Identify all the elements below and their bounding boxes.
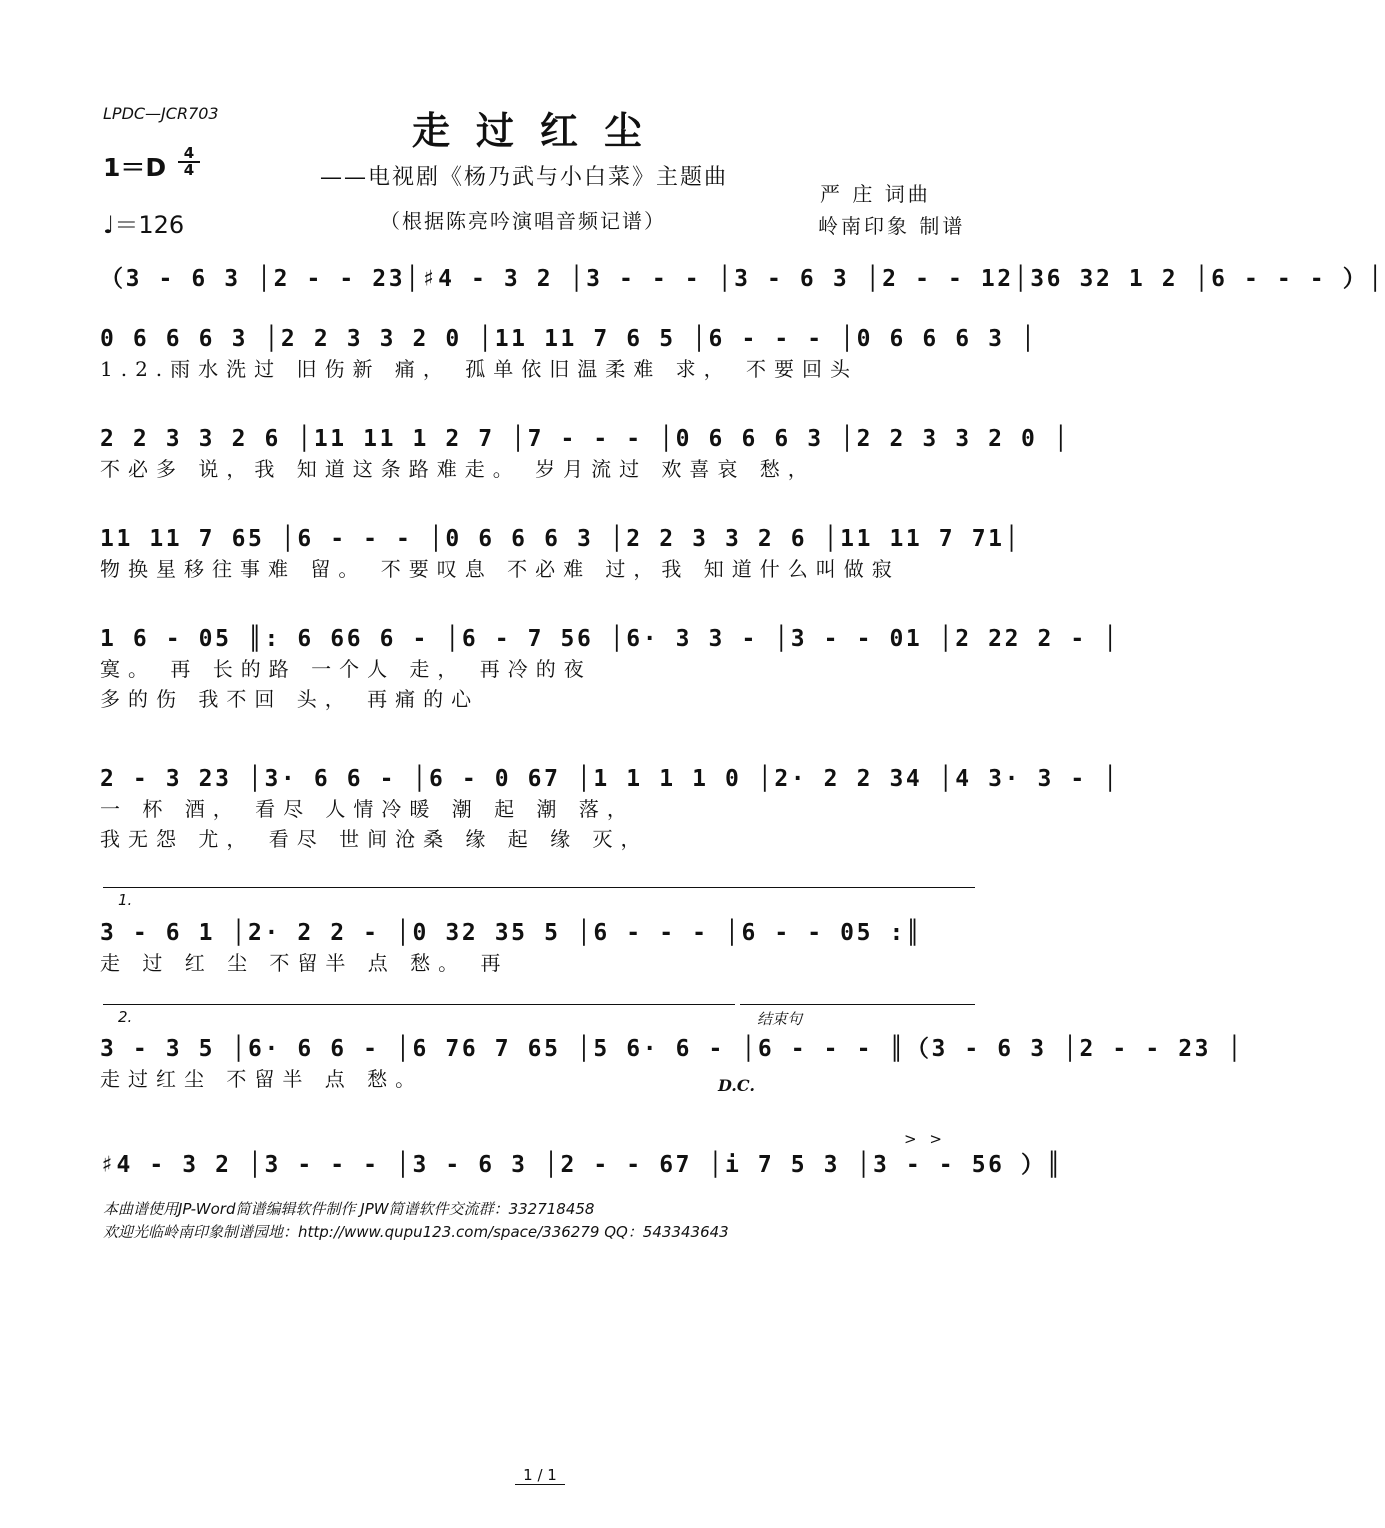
- meter-bottom: 4: [183, 161, 195, 179]
- footer-software-note: 本曲谱使用JP-Word简谱编辑软件制作 JPW简谱软件交流群：332718458: [103, 1200, 595, 1218]
- lyrics-line: 不必多 说，我 知道这条路难走。 岁月流过 欢喜哀 愁，: [100, 457, 816, 481]
- volta-2-bracket: [103, 1004, 735, 1005]
- notation-line: 2 2 3 3 2 6 │11 11 1 2 7 │7 - - - │0 6 6 6 3 │2 2 3 3 2 0 │: [100, 426, 1071, 452]
- meter-top: 4: [178, 146, 200, 163]
- lyrics-line: 走过红尘 不留半 点 愁。: [100, 1067, 424, 1091]
- accent-marks: > >: [904, 1130, 946, 1148]
- lyricist-credit: 严 庄 词曲: [820, 182, 931, 206]
- lyrics-line: 物换星移往事难 留。 不要叹息 不必难 过，我 知道什么叫做寂: [100, 557, 900, 581]
- lyrics-line: 多的伤 我不回 头， 再痛的心: [100, 687, 480, 711]
- notation-line: 11 11 7 65 │6 - - - │0 6 6 6 3 │2 2 3 3 2 6 │11 11 7 71│: [100, 526, 1022, 552]
- notation-line: 2 - 3 23 │3· 6 6 - │6 - 0 67 │1 1 1 1 0 │2· 2 2 34 │4 3· 3 - │: [100, 766, 1120, 792]
- lyrics-line: 走 过 红 尘 不留半 点 愁。 再: [100, 951, 509, 975]
- dc-mark: D.C.: [718, 1076, 755, 1095]
- footer-site-note: 欢迎光临岭南印象制谱园地：http://www.qupu123.com/space/336279 QQ：543343643: [103, 1223, 729, 1241]
- lyrics-line: 1.2.雨水洗过 旧伤新 痛， 孤单依旧温柔难 求， 不要回头: [100, 357, 858, 381]
- staff-line-7: [100, 918, 980, 978]
- notation-line: 0 6 6 6 3 │2 2 3 3 2 0 │11 11 7 6 5 │6 - - - │0 6 6 6 3 │: [100, 326, 1038, 352]
- source-note: （根据陈亮吟演唱音频记谱）: [380, 209, 666, 233]
- time-signature: [178, 146, 200, 178]
- score-code: LPDC—JCR703: [103, 104, 219, 123]
- song-title: 走过红尘: [411, 108, 668, 153]
- staff-line-1: [100, 264, 1385, 294]
- notation-line: （3 - 6 3 │2 - - 23│♯4 - 3 2 │3 - - - │3 - 6 3 │2 - - 12│36 32 1 2 │6 - - - ）│: [100, 266, 1385, 292]
- staff-line-2: [100, 324, 1038, 384]
- staff-line-3: [100, 424, 1071, 484]
- volta-2-label: 2.: [118, 1008, 133, 1026]
- arranger-credit: 岭南印象 制谱: [818, 214, 966, 238]
- staff-line-4: [100, 524, 1022, 584]
- subtitle: ——电视剧《杨乃武与小白菜》主题曲: [320, 165, 729, 190]
- notation-line: 3 - 6 1 │2· 2 2 - │0 32 35 5 │6 - - - │6 - - 05 :║: [100, 920, 923, 946]
- coda-bracket: [740, 1004, 975, 1005]
- staff-line-5: [100, 624, 1120, 714]
- key-signature: 1＝D: [103, 153, 167, 182]
- lyrics-line: 一 杯 酒， 看尽 人情冷暖 潮 起 潮 落，: [100, 797, 635, 821]
- coda-label: 结束句: [757, 1010, 803, 1028]
- lyrics-line: 寞。 再 长的路 一个人 走， 再冷的夜: [100, 657, 592, 681]
- staff-line-9: [100, 1150, 1064, 1180]
- notation-line: 1 6 - 05 ║: 6 66 6 - │6 - 7 56 │6· 3 3 - │3 - - 01 │2 22 2 - │: [100, 626, 1120, 652]
- volta-1-bracket: [103, 887, 975, 888]
- page-number-text: 1 / 1: [515, 1466, 565, 1485]
- staff-line-8: [100, 1034, 1245, 1094]
- notation-line: 3 - 3 5 │6· 6 6 - │6 76 7 65 │5 6· 6 - │6 - - - ║（3 - 6 3 │2 - - 23 │: [100, 1036, 1245, 1062]
- volta-1-label: 1.: [118, 891, 133, 909]
- notation-line: ♯4 - 3 2 │3 - - - │3 - 6 3 │2 - - 67 │i 7 5 3 │3 - - 56 ）║: [100, 1152, 1064, 1178]
- staff-line-6: [100, 764, 1120, 854]
- lyrics-line: 我无怨 尤， 看尽 世间沧桑 缘 起 缘 灭，: [100, 827, 649, 851]
- tempo-mark: ♩＝126: [103, 211, 185, 239]
- page-number: [0, 1466, 1080, 1484]
